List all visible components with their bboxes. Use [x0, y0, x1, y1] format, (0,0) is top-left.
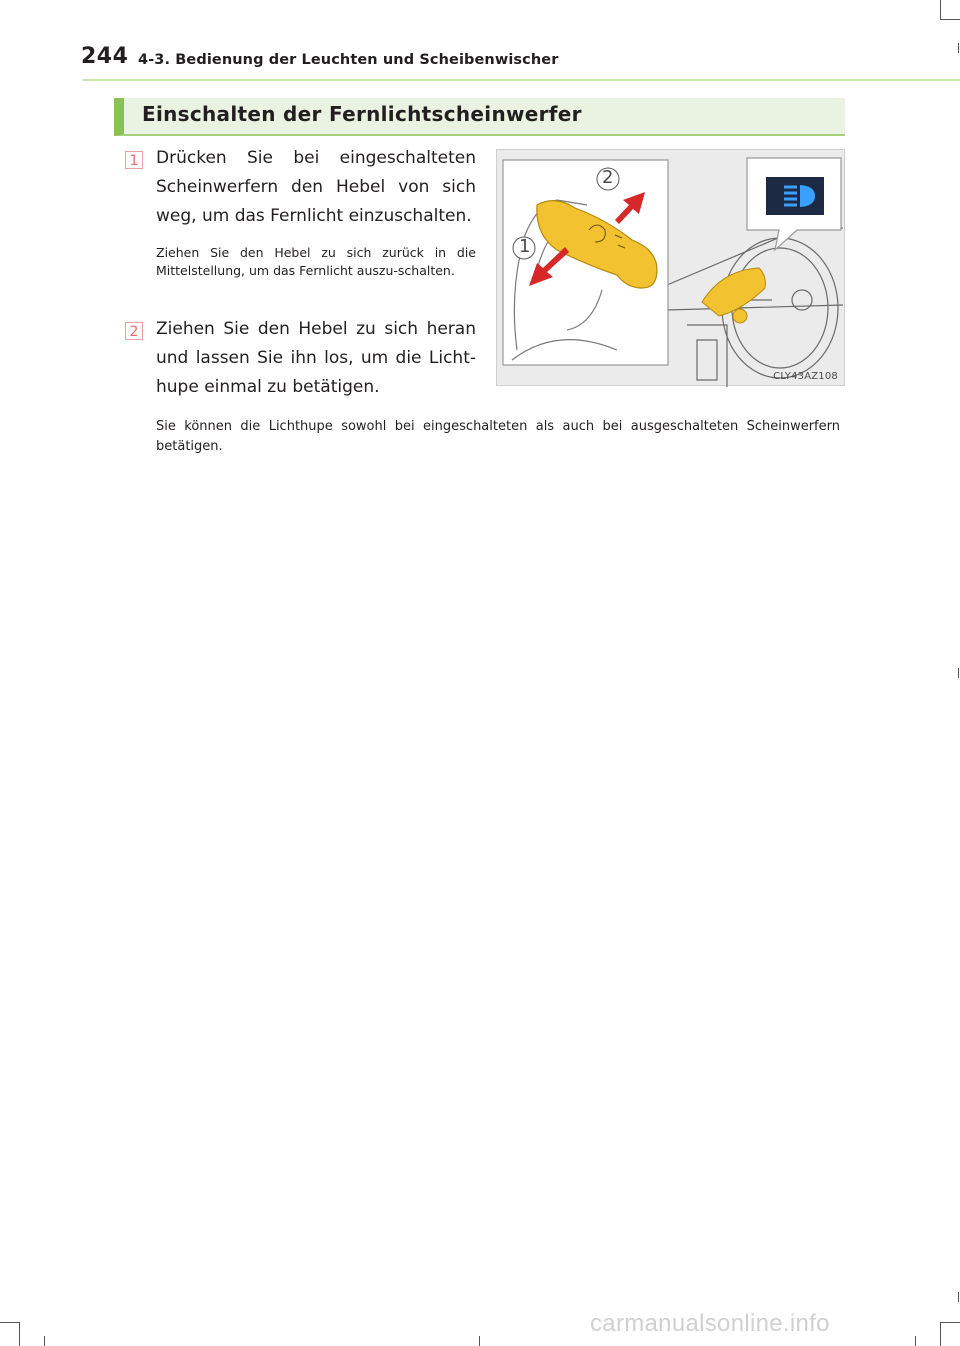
step-1-text: Drücken Sie bei eingeschalteten Scheinwerfern den Hebel von sich weg, um das Fernlicht einzuschalten.	[156, 148, 476, 226]
crop-mark	[940, 0, 941, 20]
figure-callout-1: 1	[519, 236, 531, 257]
body-note: Sie können die Lichthupe sowohl bei eingeschalteten als auch bei ausgeschalteten Scheinwerfern betätigen.	[156, 419, 840, 454]
watermark: carmanualsonline.info	[590, 1310, 830, 1337]
chapter-title: 4-3. Bedienung der Leuchten und Scheibenwischer	[138, 52, 559, 68]
crop-mark	[0, 1322, 20, 1323]
crop-mark	[940, 1322, 941, 1346]
step-1-note: Ziehen Sie den Hebel zu sich zurück in die Mittelstellung, um das Fernlicht auszu-schalten.	[156, 245, 476, 278]
crop-mark	[958, 43, 959, 53]
crop-mark	[940, 19, 960, 20]
step-1-number: 1	[125, 151, 143, 169]
crop-mark	[940, 1322, 960, 1323]
crop-mark	[19, 1322, 20, 1346]
step-2-number: 2	[125, 322, 143, 340]
section-title: Einschalten der Fernlichtscheinwerfer	[142, 102, 582, 126]
crop-mark	[44, 1336, 45, 1346]
step-2-text: Ziehen Sie den Hebel zu sich heran und lassen Sie ihn los, um die Licht-hupe einmal zu betätigen.	[156, 319, 476, 397]
high-beam-indicator	[766, 177, 824, 215]
lever-illustration	[496, 149, 845, 386]
figure-callout-2: 2	[602, 167, 614, 188]
crop-mark	[479, 1336, 480, 1346]
crop-mark	[958, 668, 959, 678]
page-number: 244	[81, 44, 129, 69]
crop-mark	[958, 1292, 959, 1302]
crop-mark	[915, 1336, 916, 1346]
header-rule	[83, 79, 960, 81]
illustration-drawing	[497, 150, 846, 387]
figure-code: CLY43AZ108	[773, 371, 838, 382]
section-heading-bar	[114, 98, 845, 136]
page-header	[0, 0, 960, 82]
